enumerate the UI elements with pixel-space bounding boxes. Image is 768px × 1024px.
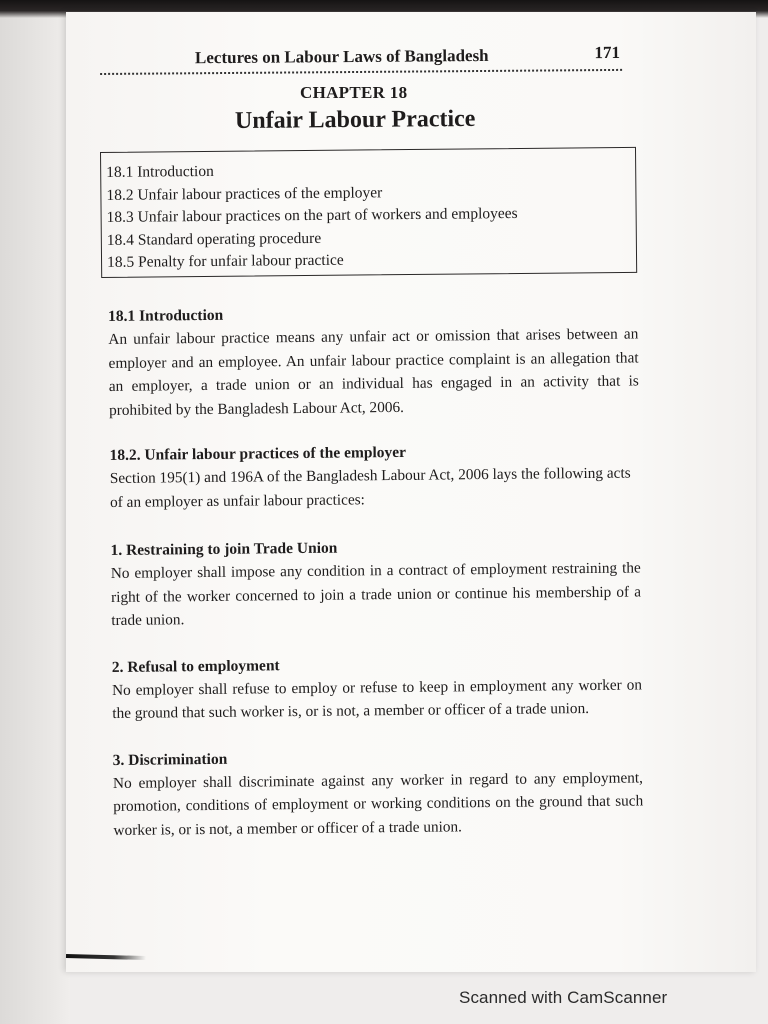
section-paragraph: No employer shall impose any condition in a contract of employment restraining the right of the worker concerned to join a trade union or continue his membership of a trade union. bbox=[110, 559, 642, 629]
contents-item: 18.4 Standard operating procedure bbox=[106, 229, 322, 249]
chapter-number: CHAPTER 18 bbox=[300, 83, 408, 102]
section-introduction bbox=[108, 300, 639, 422]
section-paragraph: No employer shall discriminate against any worker in regard to any employment, promotion, conditions of employment or working conditions on the ground that such worker is, or is not, a member or officer of a trade union. bbox=[112, 768, 644, 839]
section-paragraph: Section 195(1) and 196A of the Bangladesh Labour Act, 2006 lays the following acts of an employer as unfair labour practices: bbox=[109, 464, 631, 511]
section-restraining-trade-union bbox=[110, 534, 641, 632]
chapter-contents-box bbox=[100, 147, 637, 278]
section-heading: 2. Refusal to employment bbox=[111, 656, 280, 676]
section-unfair-practices-employer bbox=[109, 439, 640, 514]
running-title: Lectures on Labour Laws of Bangladesh bbox=[194, 45, 489, 68]
contents-item: 18.1 Introduction bbox=[106, 162, 214, 181]
section-heading: 1. Restraining to join Trade Union bbox=[110, 539, 338, 559]
page-number: 171 bbox=[594, 42, 621, 63]
section-heading: 18.1 Introduction bbox=[108, 306, 224, 325]
page-gutter-shadow bbox=[0, 12, 70, 1024]
contents-item: 18.3 Unfair labour practices on the part of workers and employees bbox=[106, 204, 518, 226]
section-heading: 18.2. Unfair labour practices of the employer bbox=[109, 443, 407, 464]
scanner-watermark: Scanned with CamScanner bbox=[459, 988, 668, 1007]
page-header bbox=[100, 40, 622, 76]
contents-item: 18.2 Unfair labour practices of the employer bbox=[106, 183, 383, 204]
section-discrimination bbox=[113, 744, 644, 842]
section-refusal-to-employment bbox=[112, 651, 643, 726]
section-paragraph: No employer shall refuse to employ or refuse to keep in employment any worker on the ground that such worker is, or is not, a member or officer of a trade union. bbox=[111, 675, 643, 722]
page-body bbox=[108, 300, 644, 842]
chapter-title: Unfair Labour Practice bbox=[234, 105, 476, 135]
section-paragraph: An unfair labour practice means any unfair act or omission that arises between an employer and an employee. An unfair labour practice complaint is an allegation that an employer, a trade union or an individual has engaged in an activity that is prohibited by the Bangladesh Labour Act, 2006. bbox=[108, 325, 639, 419]
contents-item: 18.5 Penalty for unfair labour practice bbox=[106, 251, 344, 271]
section-heading: 3. Discrimination bbox=[112, 750, 228, 769]
chapter-contents-list bbox=[101, 148, 636, 275]
